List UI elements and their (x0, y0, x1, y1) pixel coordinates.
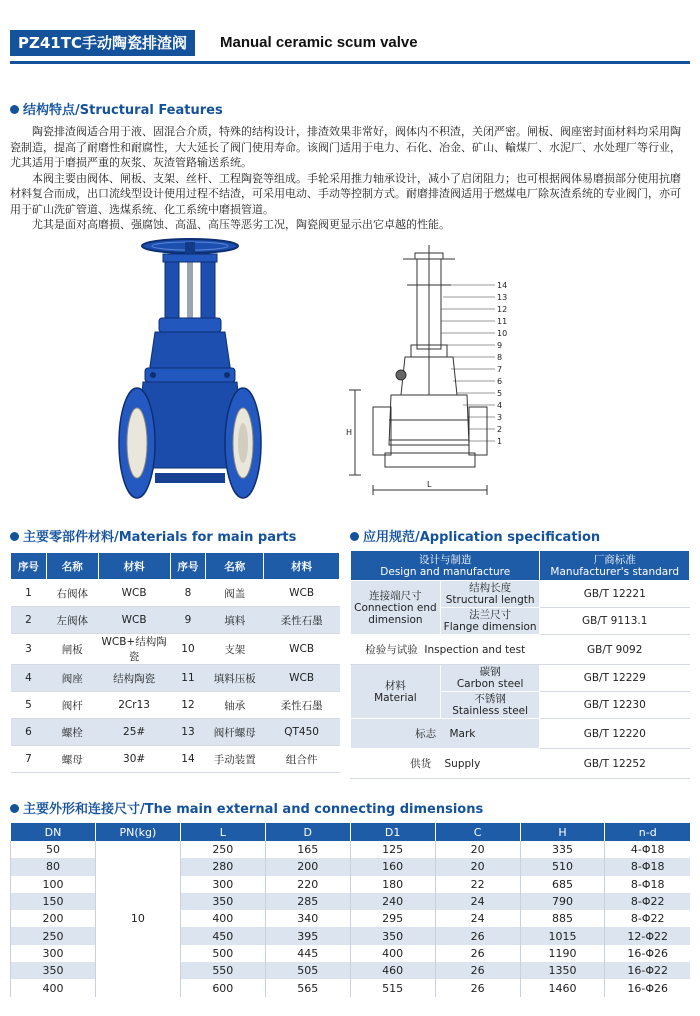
table-cell: 填料压板 (206, 665, 264, 692)
cell-en: Connection end dimension (354, 601, 437, 626)
table-row (11, 580, 340, 607)
table-row (11, 665, 340, 692)
table-cell: 200 (265, 858, 350, 875)
table-cell: 200 (11, 910, 96, 927)
model-title: PZ41TC手动陶瓷排渣阀 (10, 30, 195, 56)
cell-en: Carbon steel (456, 678, 524, 690)
table-cell: GB/T 12229 (540, 665, 690, 692)
table-cell: 180 (350, 876, 435, 893)
drawing-label: 7 (497, 365, 503, 374)
table-cell: 9 (170, 607, 206, 634)
table-cell: 80 (11, 858, 96, 875)
table-cell: 16-Φ22 (605, 962, 690, 979)
table-cell (351, 635, 540, 665)
table-row (11, 607, 340, 634)
table-cell: 16-Φ26 (605, 979, 690, 996)
column-header: 名称 (46, 553, 98, 580)
table-cell: 350 (350, 927, 435, 944)
table-cell (351, 581, 441, 635)
table-cell: 400 (180, 910, 265, 927)
table-cell: 5 (11, 692, 47, 719)
drawing-label: 4 (497, 401, 503, 410)
valve-photo (115, 238, 265, 508)
table-cell: 24 (435, 893, 520, 910)
table-cell: 闸板 (46, 634, 98, 665)
drawing-dim-l: L (427, 480, 432, 489)
features-paragraph: 陶瓷排渣阀适合用于液、固混合介质，特殊的结构设计，排渣效果非常好，阀体内不积渣，关闭严密。闸板、阀座密封面材料均采用陶瓷制造，提高了耐磨性和耐腐性，大大延长了阀门使用寿命。该阀门适用于电力、石化、冶金、矿山、輸煤厂、水泥厂、水处理厂等行业，尤其适用于磨损严重的灰浆、灰渣管路输送系统。 (10, 125, 681, 169)
table-cell: 250 (11, 927, 96, 944)
column-header: 序号 (170, 553, 206, 580)
table-cell: 结构陶瓷 (98, 665, 170, 692)
valve-drawing (345, 245, 520, 505)
dimensions-table (10, 823, 690, 997)
table-cell: 12 (170, 692, 206, 719)
table-cell: 10 (170, 634, 206, 665)
table-cell: 螺母 (46, 746, 98, 773)
column-header: H (520, 823, 605, 841)
table-cell: 50 (11, 841, 96, 858)
table-cell: 6 (11, 719, 47, 746)
header-en: Design and manufacture (380, 565, 511, 578)
table-cell: 335 (520, 841, 605, 858)
table-cell: 2 (11, 607, 47, 634)
table-cell: 阀杆 (46, 692, 98, 719)
cell-cn: 结构长度 (469, 582, 512, 594)
drawing-label: 5 (497, 389, 503, 398)
table-cell: 8 (170, 580, 206, 607)
table-cell: 阀盖 (206, 580, 264, 607)
table-cell (440, 665, 540, 692)
column-header (540, 551, 690, 581)
features-heading-text: 结构特点/Structural Features (23, 103, 223, 118)
table-cell: 165 (265, 841, 350, 858)
table-cell: 11 (170, 665, 206, 692)
table-cell: 550 (180, 962, 265, 979)
table-cell: 220 (265, 876, 350, 893)
cell-en: Mark (449, 727, 476, 740)
table-cell: 790 (520, 893, 605, 910)
table-cell: 阀座 (46, 665, 98, 692)
cell-en: Flange dimension (443, 621, 537, 633)
table-cell: 柔性石墨 (264, 692, 340, 719)
table-cell: WCB (98, 580, 170, 607)
table-cell: 565 (265, 979, 350, 996)
table-cell: 16-Φ26 (605, 945, 690, 962)
table-cell: 340 (265, 910, 350, 927)
table-cell: 515 (350, 979, 435, 996)
drawing-label: 2 (497, 425, 503, 434)
table-header-row (11, 823, 691, 841)
application-table (350, 550, 690, 779)
drawing-label: 14 (497, 281, 508, 290)
drawing-label: 12 (497, 305, 508, 314)
table-cell: 26 (435, 979, 520, 996)
table-cell: 26 (435, 962, 520, 979)
drawing-label: 9 (497, 341, 503, 350)
header-cn: 厂商标准 (593, 553, 636, 566)
table-cell: 4 (11, 665, 47, 692)
table-cell: 885 (520, 910, 605, 927)
table-cell: 20 (435, 858, 520, 875)
table-cell: 1 (11, 580, 47, 607)
table-cell: 螺栓 (46, 719, 98, 746)
cell-en: Structural length (445, 594, 535, 606)
bullet-icon (10, 532, 19, 541)
table-cell: 1460 (520, 979, 605, 996)
table-cell (351, 719, 540, 749)
table-header-row (11, 553, 340, 580)
features-text (10, 124, 690, 233)
column-header: DN (11, 823, 96, 841)
page-header (10, 30, 690, 58)
column-header: n-d (605, 823, 690, 841)
table-cell: 8-Φ18 (605, 876, 690, 893)
table-cell: 14 (170, 746, 206, 773)
column-header: C (435, 823, 520, 841)
table-cell: 阀杆螺母 (206, 719, 264, 746)
column-header: D1 (350, 823, 435, 841)
table-cell: 24 (435, 910, 520, 927)
table-cell: 7 (11, 746, 47, 773)
features-paragraph: 尤其是面对高磨损、强腐蚀、高温、高压等恶劣工况，陶瓷阀更显示出它卓越的性能。 (32, 218, 450, 231)
drawing-label: 11 (497, 317, 508, 326)
cell-cn: 材料 (384, 679, 406, 692)
column-header (351, 551, 540, 581)
table-cell: 组合件 (264, 746, 340, 773)
table-cell (440, 692, 540, 719)
table-cell: WCB (264, 580, 340, 607)
cell-cn: 供货 (410, 757, 432, 770)
table-cell: 26 (435, 945, 520, 962)
table-row (351, 749, 690, 779)
cell-cn: 碳钢 (479, 666, 501, 678)
cell-en: Stainless steel (452, 705, 529, 717)
cell-cn: 标志 (415, 727, 437, 740)
table-cell: GB/T 12220 (540, 719, 690, 749)
table-cell: 填料 (206, 607, 264, 634)
table-cell: GB/T 9092 (540, 635, 690, 665)
table-cell: 1015 (520, 927, 605, 944)
table-cell: 395 (265, 927, 350, 944)
table-cell: 左阀体 (46, 607, 98, 634)
table-cell: 280 (180, 858, 265, 875)
cell-cn: 不锈钢 (474, 693, 506, 705)
table-cell: WCB (264, 665, 340, 692)
application-heading-text: 应用规范/Application specification (363, 530, 601, 545)
cell-en: Inspection and test (424, 643, 526, 656)
table-cell: 1350 (520, 962, 605, 979)
table-cell (440, 608, 540, 635)
materials-heading (10, 530, 296, 546)
dimensions-heading (10, 802, 483, 818)
table-cell: 轴承 (206, 692, 264, 719)
header-rule (10, 61, 690, 64)
bullet-icon (350, 532, 359, 541)
table-cell: WCB (264, 634, 340, 665)
drawing-label: 1 (497, 437, 503, 446)
table-cell: 450 (180, 927, 265, 944)
column-header: 序号 (11, 553, 47, 580)
table-cell: 505 (265, 962, 350, 979)
table-cell: 685 (520, 876, 605, 893)
table-cell: 右阀体 (46, 580, 98, 607)
table-row (351, 581, 690, 608)
table-cell: 400 (350, 945, 435, 962)
application-heading (350, 530, 600, 546)
column-header: D (265, 823, 350, 841)
features-paragraph: 本阀主要由阀体、闸板、支架、丝杆、工程陶瓷等组成。手轮采用推力轴承设计，减小了启闭阻力；也可根据阀体易磨损部分使用抗磨材料复合而成，出口流线型设计使用过程不结渣，可采用电动、手动等控制方式。耐磨排渣阀适用于燃煤电厂除灰渣系统的专业阀门，亦可用于矿山洗矿管道、选煤系统、化工系统中磨损管道。 (10, 171, 681, 216)
table-cell: 100 (11, 876, 96, 893)
table-cell: 2Cr13 (98, 692, 170, 719)
table-cell: 13 (170, 719, 206, 746)
table-cell: 300 (180, 876, 265, 893)
table-cell: 8-Φ18 (605, 858, 690, 875)
table-cell: 350 (11, 962, 96, 979)
table-cell: WCB+结构陶瓷 (98, 634, 170, 665)
table-header-row (351, 551, 690, 581)
table-cell: 支架 (206, 634, 264, 665)
cell-cn: 法兰尺寸 (469, 609, 512, 621)
bullet-icon (10, 804, 19, 813)
table-row (351, 635, 690, 665)
table-cell: 295 (350, 910, 435, 927)
product-title: Manual ceramic scum valve (220, 34, 418, 51)
table-row (351, 665, 690, 692)
table-cell: 510 (520, 858, 605, 875)
table-row (11, 841, 691, 858)
table-row (11, 746, 340, 773)
drawing-label: 8 (497, 353, 503, 362)
column-header: 材料 (264, 553, 340, 580)
drawing-label: 3 (497, 413, 503, 422)
table-cell: 240 (350, 893, 435, 910)
table-cell: 1190 (520, 945, 605, 962)
table-cell (440, 581, 540, 608)
column-header: L (180, 823, 265, 841)
table-cell: 350 (180, 893, 265, 910)
drawing-label: 10 (497, 329, 508, 338)
table-row (351, 719, 690, 749)
table-cell: 150 (11, 893, 96, 910)
table-cell: 3 (11, 634, 47, 665)
table-cell: 柔性石墨 (264, 607, 340, 634)
bullet-icon (10, 105, 19, 114)
table-cell: 300 (11, 945, 96, 962)
dimensions-heading-text: 主要外形和连接尺寸/The main external and connecting dimensions (23, 802, 484, 817)
table-cell (351, 665, 441, 719)
table-cell: 20 (435, 841, 520, 858)
table-cell: 445 (265, 945, 350, 962)
column-header: 材料 (98, 553, 170, 580)
table-cell: 500 (180, 945, 265, 962)
table-row (11, 719, 340, 746)
table-cell: 250 (180, 841, 265, 858)
table-cell: 8-Φ22 (605, 893, 690, 910)
table-cell: GB/T 12221 (540, 581, 690, 608)
column-header: PN(kg) (95, 823, 180, 841)
table-cell: 285 (265, 893, 350, 910)
table-cell: 30# (98, 746, 170, 773)
cell-cn: 连接端尺寸 (369, 589, 422, 602)
table-row (11, 634, 340, 665)
table-cell: 手动装置 (206, 746, 264, 773)
materials-heading-text: 主要零部件材料/Materials for main parts (23, 530, 297, 545)
column-header: 名称 (206, 553, 264, 580)
table-cell: 26 (435, 927, 520, 944)
table-cell: 160 (350, 858, 435, 875)
table-cell: 600 (180, 979, 265, 996)
table-cell: 4-Φ18 (605, 841, 690, 858)
table-cell: GB/T 9113.1 (540, 608, 690, 635)
features-heading (10, 103, 223, 119)
table-cell: GB/T 12230 (540, 692, 690, 719)
drawing-label: 13 (497, 293, 508, 302)
table-cell: 22 (435, 876, 520, 893)
header-en: Manufacturer's standard (550, 565, 680, 578)
table-cell: WCB (98, 607, 170, 634)
drawing-dim-h: H (346, 428, 353, 437)
cell-en: Supply (444, 757, 481, 770)
table-cell: GB/T 12252 (540, 749, 690, 779)
materials-table (10, 552, 340, 773)
table-cell: QT450 (264, 719, 340, 746)
table-row (11, 692, 340, 719)
table-cell: 400 (11, 979, 96, 996)
drawing-label: 6 (497, 377, 503, 386)
table-cell: 460 (350, 962, 435, 979)
cell-cn: 检验与试验 (365, 643, 418, 656)
cell-en: Material (374, 691, 417, 704)
table-cell: 8-Φ22 (605, 910, 690, 927)
table-cell: 25# (98, 719, 170, 746)
table-cell (351, 749, 540, 779)
pn-cell: 10 (95, 841, 180, 997)
table-cell: 125 (350, 841, 435, 858)
header-cn: 设计与制造 (418, 553, 472, 566)
table-cell: 12-Φ22 (605, 927, 690, 944)
